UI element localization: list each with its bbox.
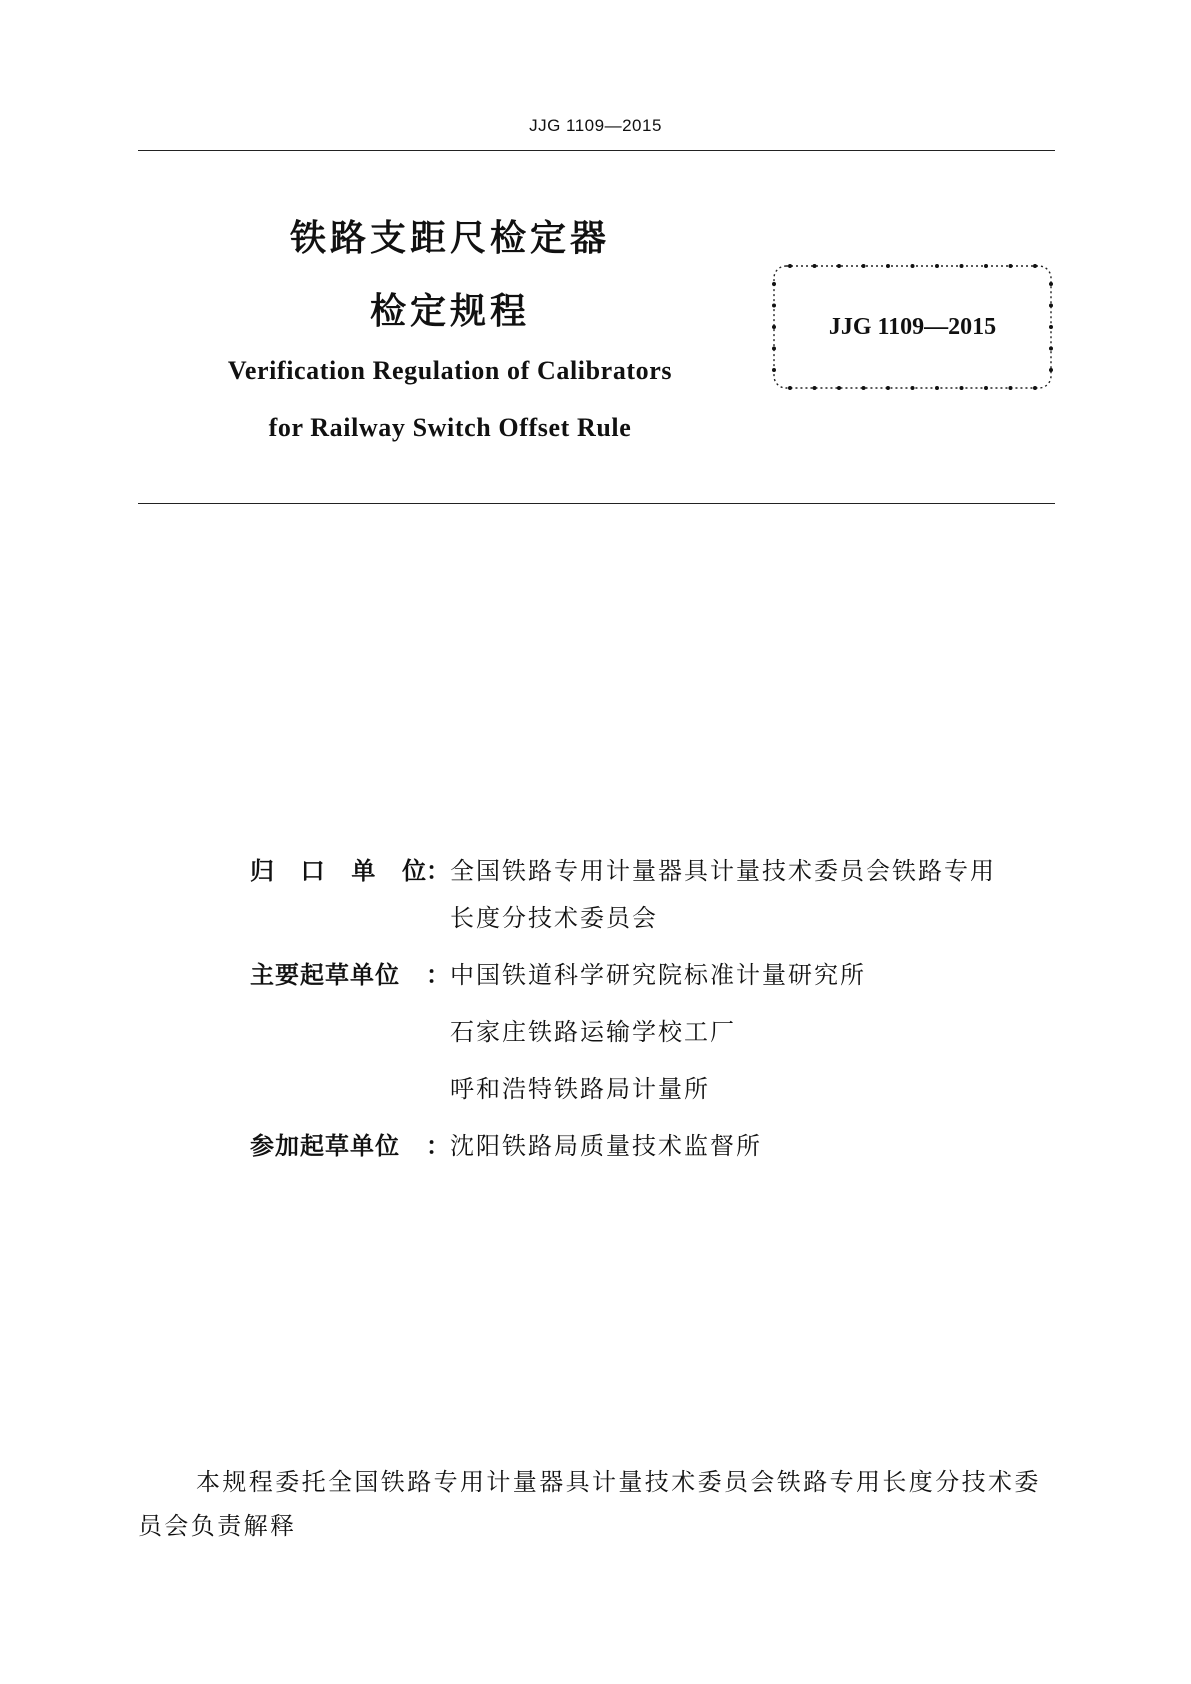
frame-dot-icon — [1049, 347, 1053, 351]
title-chinese-line-2: 检定规程 — [369, 291, 530, 332]
frame-dot-icon — [935, 386, 939, 390]
frame-dot-icon — [788, 264, 792, 268]
frame-dot-icon — [911, 386, 915, 390]
title-divider — [138, 503, 1055, 504]
frame-dot-icon — [813, 386, 817, 390]
unit-row-responsible — [250, 848, 1060, 942]
frame-dot-icon — [1049, 282, 1053, 286]
title-chinese-line-1: 铁路支距尺检定器 — [289, 218, 610, 259]
label-colon: ： — [426, 961, 450, 989]
frame-dot-icon — [862, 386, 866, 390]
frame-dot-icon — [1009, 386, 1013, 390]
label-text: 主要起草单位 — [250, 961, 400, 989]
unit-value: 沈阳铁路局质量技术监督所 — [450, 1132, 762, 1160]
unit-values-participating-drafters — [450, 1123, 1060, 1170]
frame-dot-icon — [1049, 304, 1053, 308]
header-divider — [138, 150, 1055, 151]
frame-dot-icon — [772, 368, 776, 372]
frame-dot-icon — [1033, 264, 1037, 268]
unit-values-responsible — [450, 848, 1060, 942]
running-header-code: JJG 1109—2015 — [529, 116, 662, 135]
frame-dot-icon — [772, 347, 776, 351]
frame-dot-icon — [960, 264, 964, 268]
frame-dot-icon — [813, 264, 817, 268]
label-char: 口 — [300, 857, 325, 885]
title-english-line-2: for Railway Switch Offset Rule — [268, 413, 632, 442]
frame-dot-icon — [984, 386, 988, 390]
frame-dot-icon — [935, 264, 939, 268]
frame-dot-icon — [837, 386, 841, 390]
frame-dot-icon — [1033, 386, 1037, 390]
frame-dot-icon — [1049, 368, 1053, 372]
frame-dot-icon — [886, 264, 890, 268]
frame-dot-icon — [788, 386, 792, 390]
frame-dot-icon — [772, 282, 776, 286]
frame-dot-icon — [984, 264, 988, 268]
frame-dot-icon — [886, 386, 890, 390]
standard-code-box — [770, 262, 1055, 392]
label-char: 位 — [401, 857, 426, 885]
unit-value: 石家庄铁路运输学校工厂 — [450, 1018, 736, 1046]
label-text: 参加起草单位 — [250, 1132, 400, 1160]
frame-dot-icon — [862, 264, 866, 268]
label-colon: ： — [426, 857, 450, 885]
unit-value: 长度分技术委员会 — [450, 904, 658, 932]
unit-value: 中国铁道科学研究院标准计量研究所 — [450, 961, 866, 989]
unit-label-participating-drafters — [250, 1123, 450, 1170]
unit-row-participating-drafters — [250, 1123, 1060, 1170]
unit-value: 呼和浩特铁路局计量所 — [450, 1075, 710, 1103]
drafting-units-list — [250, 848, 1060, 1170]
unit-values-main-drafters — [450, 952, 1060, 1113]
frame-dot-icon — [1009, 264, 1013, 268]
standard-code-text: JJG 1109—2015 — [828, 314, 997, 340]
frame-dot-icon — [911, 264, 915, 268]
frame-dot-icon — [837, 264, 841, 268]
frame-dot-icon — [772, 304, 776, 308]
label-char: 归 — [250, 857, 274, 885]
label-char: 单 — [351, 857, 376, 885]
unit-value: 全国铁路专用计量器具计量技术委员会铁路专用 — [450, 857, 996, 885]
unit-row-main-drafters — [250, 952, 1060, 1113]
label-colon: ： — [426, 1132, 450, 1160]
unit-label-main-drafters — [250, 952, 450, 999]
unit-label-responsible — [250, 848, 450, 895]
title-english-line-1: Verification Regulation of Calibrators — [227, 356, 673, 385]
interpretation-note: 本规程委托全国铁路专用计量器具计量技术委员会铁路专用长度分技术委员会负责解释 — [138, 1468, 1041, 1540]
frame-dot-icon — [960, 386, 964, 390]
